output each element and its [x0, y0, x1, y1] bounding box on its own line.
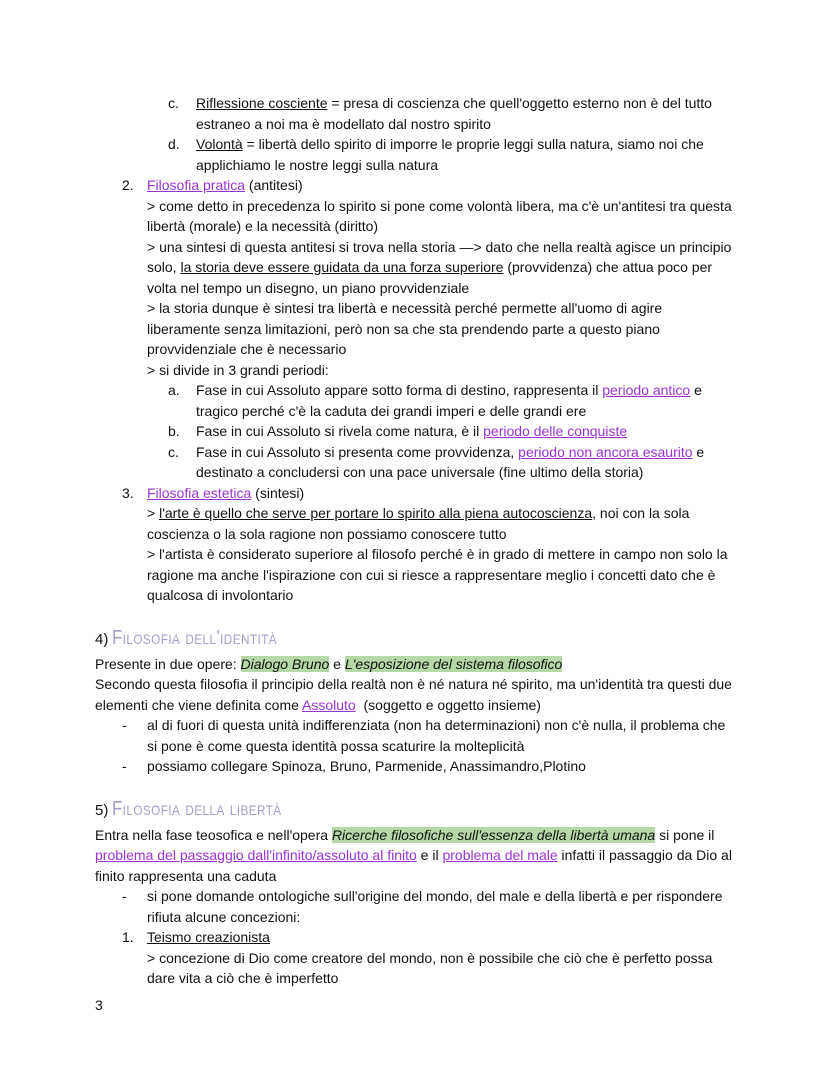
list-marker: c.: [168, 443, 179, 460]
list-marker: -: [122, 888, 127, 904]
body-text: Fase in cui Assoluto appare sotto forma di destino, rappresenta il: [196, 382, 603, 398]
letter-item-periodo-c: [95, 442, 737, 483]
section-title: Filosofia dell'identità: [112, 626, 278, 649]
dash-item: [95, 756, 737, 777]
dash-item: [95, 886, 737, 927]
list-marker: -: [122, 717, 127, 733]
section-number: 4): [95, 630, 109, 648]
paragraph: [95, 825, 737, 887]
body-text: = presa di coscienza che quell'oggetto esterno non è del tutto estraneo a noi ma è modellato dal nostro spirito: [196, 95, 712, 132]
body-text: (antitesi): [245, 177, 303, 193]
paragraph: > l'artista è considerato superiore al filosofo perché è in grado di mettere in campo non solo la ragione ma anche l'ispirazione con cui si riesce a rappresentare meglio i concetti dato che è qualcosa di involontario: [147, 546, 728, 603]
link-periodo-non-ancora-esaurito[interactable]: periodo non ancora esaurito: [518, 443, 693, 460]
body-text: e: [329, 655, 345, 672]
paragraph: > la storia dunque è sintesi tra libertà e necessità perché permette all'uomo di agire liberamente senza limitazioni, però non sa che sta prendendo parte a questo piano provvidenziale che è necessario: [147, 300, 663, 357]
paragraph: [95, 503, 737, 544]
list-item-text: [196, 93, 737, 134]
paragraph: > concezione di Dio come creatore del mondo, non è possibile che ciò che è perfetto possa dare vita a ciò che è imperfetto: [147, 949, 713, 986]
list-marker: 1.: [122, 929, 134, 945]
body-text: Fase in cui Assoluto si presenta come provvidenza,: [196, 443, 519, 460]
link-periodo-delle-conquiste[interactable]: periodo delle conquiste: [483, 423, 628, 439]
body-text: Fase in cui Assoluto si rivela come natura, è il: [196, 423, 484, 439]
list-item-text: al di fuori di questa unità indifferenziata (non ha determinazioni) non c'è nulla, il problema che si pone è come questa identità possa scaturire la molteplicità: [147, 717, 726, 754]
letter-item-volonta: [95, 134, 737, 175]
body-text: e il: [416, 847, 443, 863]
body-text: , noi con la sola coscienza o la sola ragione non possiamo conoscere tutto: [147, 505, 690, 542]
list-marker: a.: [168, 382, 180, 398]
underlined-text: la storia deve essere guidata da una forza superiore: [180, 259, 504, 275]
link-problema-del-male[interactable]: problema del male: [442, 847, 558, 863]
numbered-item-filosofia-estetica: [95, 483, 737, 504]
paragraph: > come detto in precedenza lo spirito si pone come volontà libera, ma c'è un'antitesi tra questa libertà (morale) e la necessità (diritto): [147, 197, 732, 234]
numbered-item-teismo-creazionista: [95, 927, 737, 948]
dash-item: [95, 715, 737, 756]
link-periodo-antico[interactable]: periodo antico: [602, 382, 691, 398]
list-item-text: [196, 380, 737, 421]
list-marker: d.: [168, 136, 180, 152]
list-item-text: [147, 927, 737, 948]
letter-item-periodo-b: [95, 421, 737, 442]
section-heading-filosofia-identita: [95, 625, 737, 651]
highlighted-work-dialogo-bruno: Dialogo Bruno: [240, 655, 330, 672]
section-number: 5): [95, 801, 109, 819]
body-text: Secondo questa filosofia il principio della realtà non è né natura né spirito, ma un'identità tra questi due elementi che viene definita come: [95, 676, 732, 713]
list-item-text: [147, 483, 737, 504]
list-item-text: [196, 442, 737, 483]
body-text: (provvidenza) che attua poco per volta nel tempo un disegno, un piano provvidenziale: [147, 259, 713, 296]
link-assoluto[interactable]: Assoluto: [302, 696, 356, 713]
highlighted-work-esposizione: L'esposizione del sistema filosofico: [344, 655, 563, 672]
list-marker: c.: [168, 95, 179, 111]
paragraph: [95, 674, 737, 715]
body-text: e tragico perché c'è la caduta dei grandi imperi e delle grandi ere: [196, 382, 702, 419]
body-text: infatti il passaggio da Dio al finito rappresenta una caduta: [95, 847, 732, 884]
letter-item-riflessione: [95, 93, 737, 134]
term-teismo-creazionista: Teismo creazionista: [147, 929, 270, 945]
section-title: Filosofia della libertà: [112, 797, 282, 820]
numbered-item-filosofia-pratica: [95, 175, 737, 196]
list-item-text: [196, 421, 737, 442]
letter-item-periodo-a: [95, 380, 737, 421]
underlined-text: l'arte è quello che serve per portare lo spirito alla piena autocoscienza: [159, 505, 593, 521]
body-text: (soggetto e oggetto insieme): [355, 696, 541, 713]
paragraph: [95, 237, 737, 299]
list-marker: 3.: [122, 484, 134, 501]
paragraph: > si divide in 3 grandi periodi:: [147, 361, 329, 378]
list-item-text: [147, 175, 737, 196]
list-marker: 2.: [122, 177, 134, 193]
highlighted-work-ricerche: Ricerche filosofiche sull'essenza della libertà umana: [331, 826, 656, 843]
list-item-text: si pone domande ontologiche sull'origine del mondo, del male e della libertà e per rispondere rifiuta alcune concezioni:: [147, 888, 723, 925]
page-number: 3: [95, 997, 103, 1013]
body-text: Presente in due opere:: [95, 655, 241, 672]
body-text: (sintesi): [251, 484, 305, 501]
body-text: >: [147, 505, 160, 521]
list-marker: -: [122, 758, 127, 774]
body-text: Entra nella fase teosofica e nell'opera: [95, 826, 332, 843]
body-text: e destinato a concludersi con una pace universale (fine ultimo della storia): [196, 443, 705, 480]
body-text: = libertà dello spirito di imporre le proprie leggi sulla natura, siamo noi che applichiamo le nostre leggi sulla natura: [196, 136, 704, 173]
list-item-text: [196, 134, 737, 175]
list-marker: b.: [168, 423, 180, 439]
link-filosofia-pratica[interactable]: Filosofia pratica: [147, 177, 246, 193]
body-text: > una sintesi di questa antitesi si trova nella storia —> dato che nella realtà agisce un principio solo,: [147, 238, 732, 275]
link-filosofia-estetica[interactable]: Filosofia estetica: [147, 484, 252, 501]
body-text: si pone il: [655, 826, 715, 843]
list-item-text: possiamo collegare Spinoza, Bruno, Parmenide, Anassimandro,Plotino: [147, 758, 586, 774]
paragraph: [95, 654, 737, 675]
link-problema-passaggio[interactable]: problema del passaggio dall'infinito/assoluto al finito: [95, 847, 417, 863]
term-riflessione-cosciente: Riflessione cosciente: [196, 95, 328, 111]
section-heading-filosofia-liberta: [95, 796, 737, 822]
term-volonta: Volontà: [196, 136, 243, 152]
